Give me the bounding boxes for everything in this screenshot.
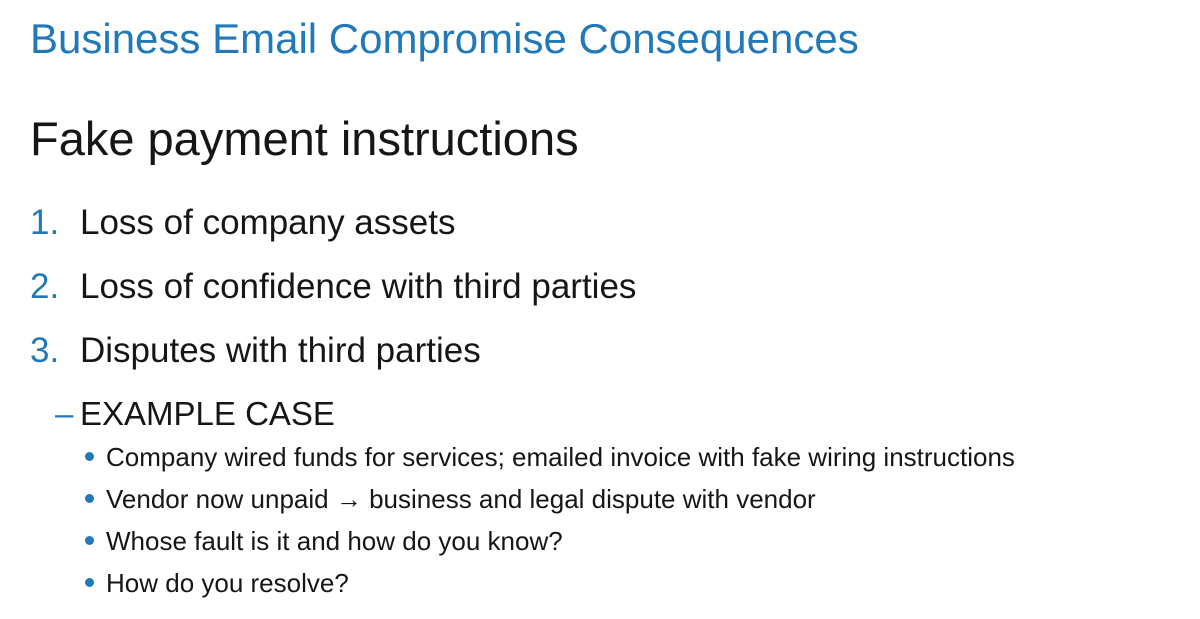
example-case-label: EXAMPLE CASE: [80, 395, 335, 433]
example-case-section: [30, 395, 1180, 599]
item-text: Loss of confidence with third parties: [80, 267, 637, 307]
bullet-text: Company wired funds for services; emailed invoice with fake wiring instructions: [106, 442, 1015, 473]
example-case-header: [55, 395, 1180, 433]
bullet-text: Whose fault is it and how do you know?: [106, 526, 563, 557]
list-item: [30, 203, 1180, 243]
bullet-item: [85, 525, 1180, 557]
bullet-text: How do you resolve?: [106, 568, 349, 599]
bullet-icon: [85, 494, 94, 503]
item-number: 1.: [30, 203, 60, 243]
bullet-icon: [85, 578, 94, 587]
list-item: [30, 267, 1180, 307]
bullet-text: Vendor now unpaid → business and legal dispute with vendor: [106, 484, 816, 515]
bullet-item: [85, 441, 1180, 473]
numbered-list: [30, 203, 1180, 371]
section-heading: Fake payment instructions: [30, 112, 579, 166]
bullet-icon: [85, 536, 94, 545]
item-text: Disputes with third parties: [80, 331, 481, 371]
bullet-item: [85, 567, 1180, 599]
item-number: 3.: [30, 331, 60, 371]
dash-marker: –: [55, 395, 74, 433]
slide-title: Business Email Compromise Consequences: [30, 15, 859, 62]
list-item: [30, 331, 1180, 371]
bullet-list: [85, 441, 1180, 599]
bullet-icon: [85, 452, 94, 461]
item-number: 2.: [30, 267, 60, 307]
bullet-item: [85, 483, 1180, 515]
item-text: Loss of company assets: [80, 203, 456, 243]
